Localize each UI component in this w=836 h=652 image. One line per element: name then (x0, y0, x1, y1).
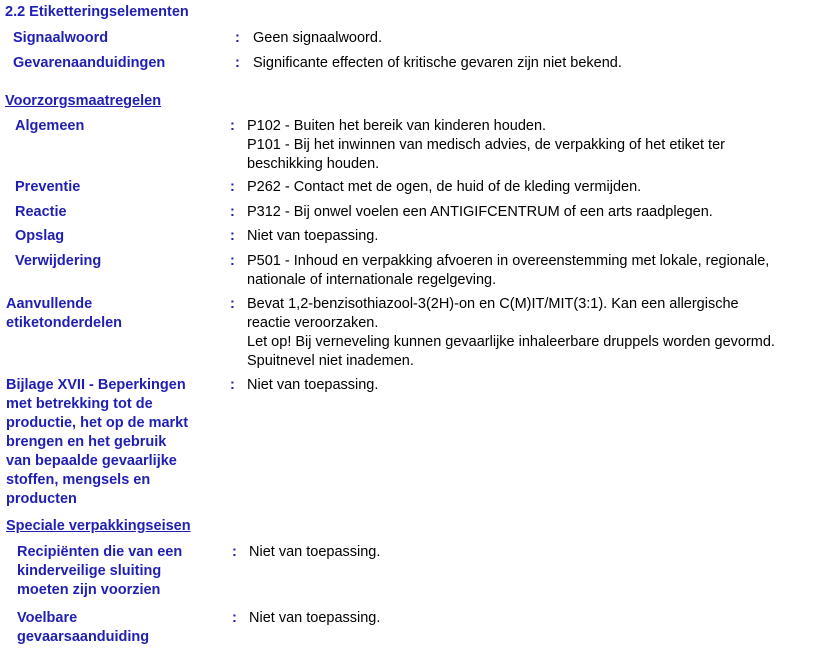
aanvullende-line-2: reactie veroorzaken. (247, 315, 379, 331)
opslag-colon: : (230, 228, 235, 244)
gevarenaanduidingen-value: Significante effecten of kritische gevaren zijn niet bekend. (253, 55, 622, 71)
verwijdering-line-1: P501 - Inhoud en verpakking afvoeren in overeenstemming met lokale, regionale, (247, 253, 770, 269)
bijlage-label-3: productie, het op de markt (6, 415, 189, 431)
aanvullende-label-1: Aanvullende (6, 296, 93, 312)
speciale-heading: Speciale verpakkingseisen (6, 518, 191, 534)
recipienten-label-2: kinderveilige sluiting (17, 563, 162, 579)
voelbare-label-1: Voelbare (17, 610, 78, 626)
bijlage-colon: : (230, 377, 235, 393)
bijlage-label-1: Bijlage XVII - Beperkingen (6, 377, 186, 393)
preventie-label: Preventie (15, 179, 81, 195)
reactie-label: Reactie (15, 204, 67, 220)
recipienten-colon: : (232, 544, 237, 560)
section-title: 2.2 Etiketteringselementen (5, 4, 189, 20)
verwijdering-label: Verwijdering (15, 253, 102, 269)
aanvullende-line-4: Spuitnevel niet inademen. (247, 353, 414, 369)
recipienten-label-3: moeten zijn voorzien (17, 582, 161, 598)
signaalwoord-colon: : (235, 30, 240, 46)
voorzorgs-heading: Voorzorgsmaatregelen (5, 93, 162, 109)
voelbare-value: Niet van toepassing. (249, 610, 381, 626)
gevarenaanduidingen-label: Gevarenaanduidingen (13, 55, 166, 71)
opslag-label: Opslag (15, 228, 65, 244)
aanvullende-line-1: Bevat 1,2-benzisothiazool-3(2H)-on en C(M)IT/MIT(3:1). Kan een allergische (247, 296, 739, 312)
recipienten-label-1: Recipiënten die van een (17, 544, 183, 560)
preventie-value: P262 - Contact met de ogen, de huid of de kleding vermijden. (247, 179, 642, 195)
signaalwoord-label: Signaalwoord (13, 30, 109, 46)
preventie-colon: : (230, 179, 235, 195)
bijlage-label-5: van bepaalde gevaarlijke (6, 453, 177, 469)
opslag-value: Niet van toepassing. (247, 228, 379, 244)
reactie-value: P312 - Bij onwel voelen een ANTIGIFCENTRUM of een arts raadplegen. (247, 204, 713, 220)
algemeen-line-1: P102 - Buiten het bereik van kinderen houden. (247, 118, 547, 134)
voelbare-colon: : (232, 610, 237, 626)
reactie-colon: : (230, 204, 235, 220)
voelbare-label-2: gevaarsaanduiding (17, 629, 150, 645)
recipienten-value: Niet van toepassing. (249, 544, 381, 560)
bijlage-label-2: met betrekking tot de (6, 396, 153, 412)
algemeen-label: Algemeen (15, 118, 85, 134)
bijlage-value: Niet van toepassing. (247, 377, 379, 393)
gevarenaanduidingen-colon: : (235, 55, 240, 71)
algemeen-colon: : (230, 118, 235, 134)
aanvullende-colon: : (230, 296, 235, 312)
bijlage-label-4: brengen en het gebruik (6, 434, 167, 450)
algemeen-line-3: beschikking houden. (247, 156, 380, 172)
algemeen-line-2: P101 - Bij het inwinnen van medisch advies, de verpakking of het etiket ter (247, 137, 725, 153)
verwijdering-line-2: nationale of internationale regelgeving. (247, 272, 497, 288)
bijlage-label-7: producten (6, 491, 77, 507)
verwijdering-colon: : (230, 253, 235, 269)
signaalwoord-value: Geen signaalwoord. (253, 30, 382, 46)
aanvullende-line-3: Let op! Bij verneveling kunnen gevaarlijke inhaleerbare druppels worden gevormd. (247, 334, 775, 350)
bijlage-label-6: stoffen, mengsels en (6, 472, 151, 488)
aanvullende-label-2: etiketonderdelen (6, 315, 123, 331)
